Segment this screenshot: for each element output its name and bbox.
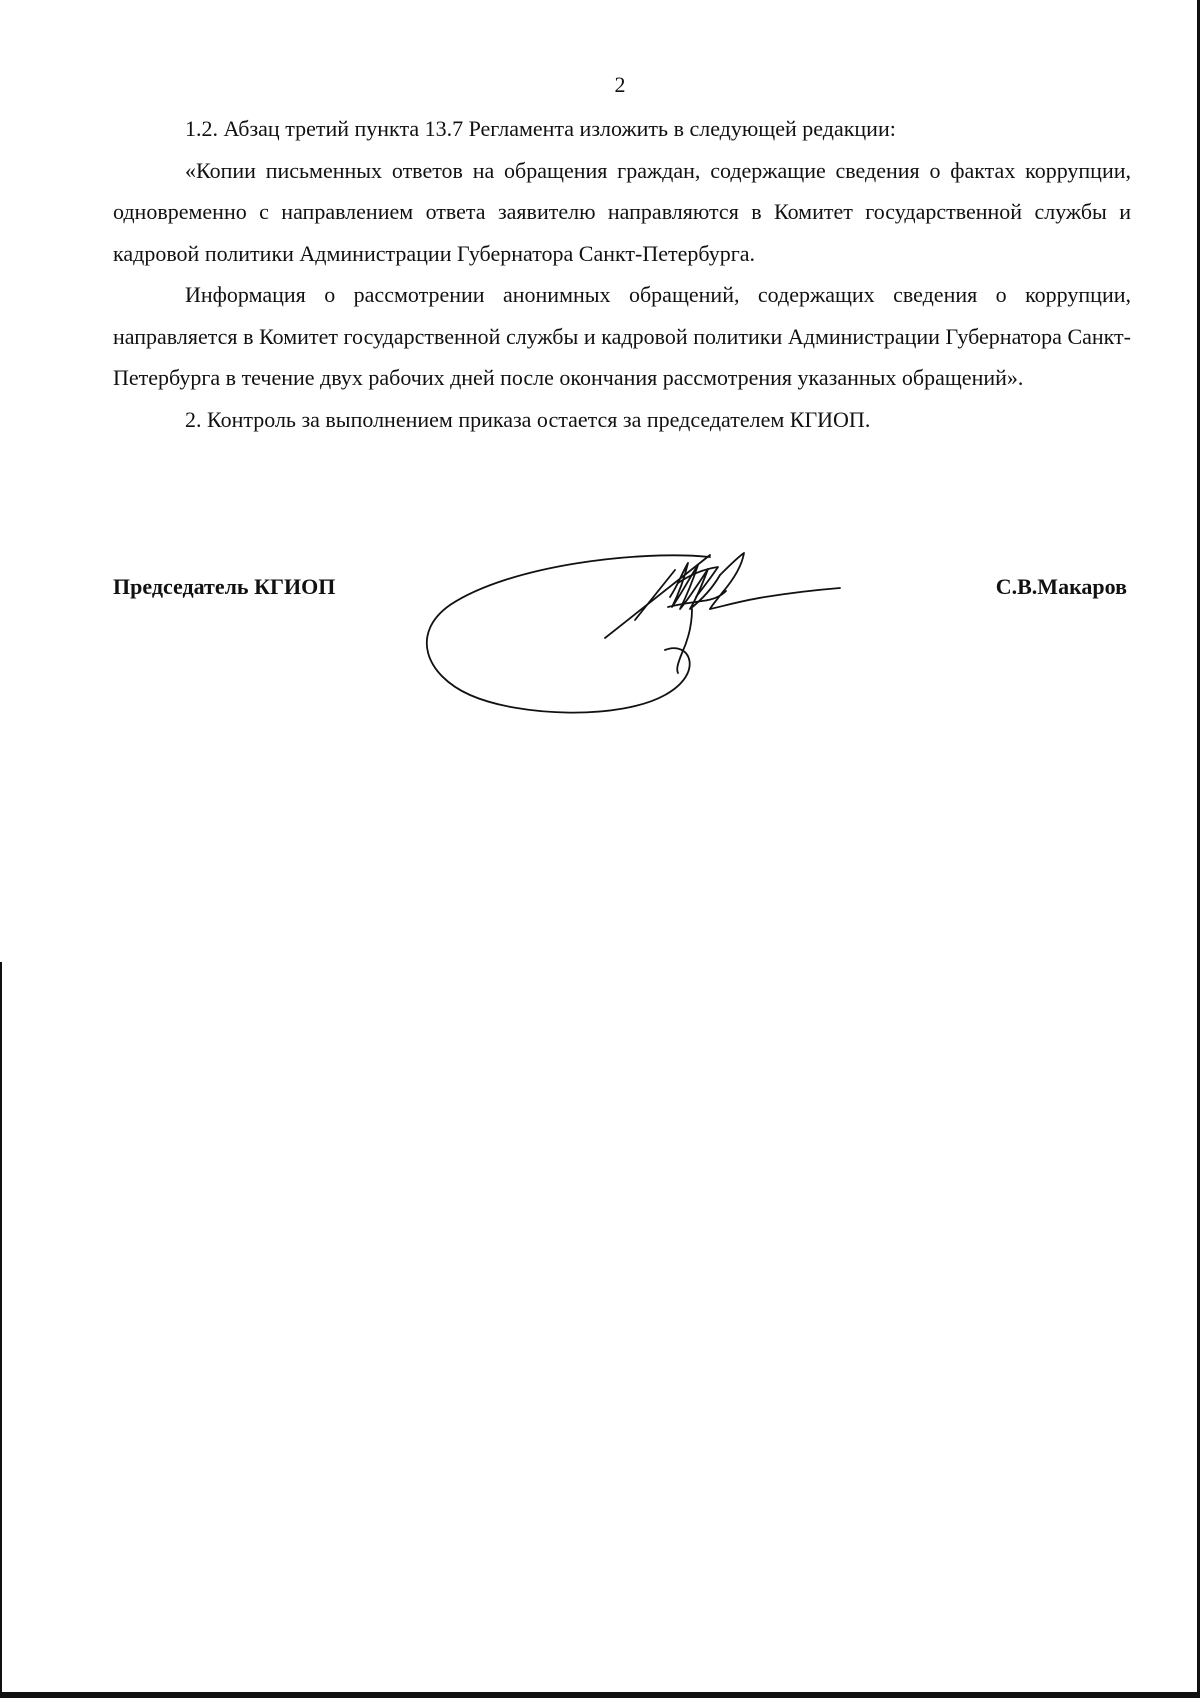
document-body: [113, 108, 1131, 440]
paragraph-control: 2. Контроль за выполнением приказа остается за председателем КГИОП.: [185, 406, 871, 432]
scan-edge-left: [0, 962, 2, 1698]
signatory-title: Председатель КГИОП: [113, 574, 336, 599]
signatory-name: С.В.Макаров: [995, 574, 1127, 599]
paragraph-quoted-anonymous: Информация о рассмотрении анонимных обращений, содержащих сведения о коррупции, направляется в Комитет государственной службы и кадровой политики Администрации Губернатора Санкт-Петербурга в течение двух рабочих дней после окончания рассмотрения указанных обращений».: [113, 282, 1131, 390]
handwritten-signature: [420, 545, 850, 725]
paragraph-amendment-intro: 1.2. Абзац третий пункта 13.7 Регламента изложить в следующей редакции:: [185, 116, 896, 141]
paragraph-quoted-copies: «Копии письменных ответов на обращения граждан, содержащие сведения о фактах коррупции, одновременно с направлением ответа заявителю направляются в Комитет государственной службы и кадровой политики Администрации Губернатора Санкт-Петербурга.: [113, 157, 1131, 266]
scan-edge-bottom: [0, 1692, 1200, 1698]
page-number: 2: [614, 72, 626, 97]
